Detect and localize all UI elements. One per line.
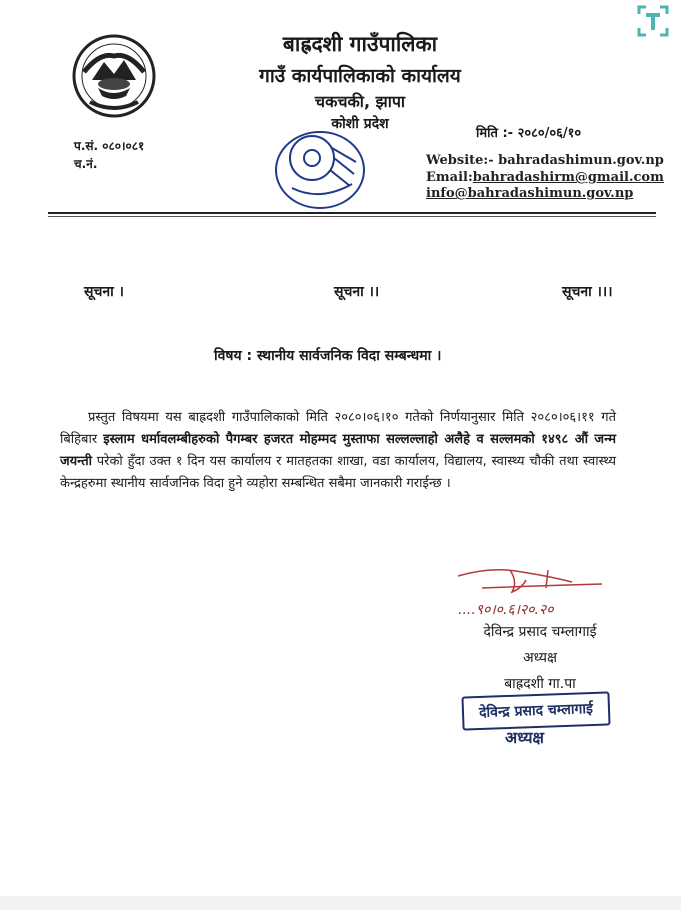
government-emblem-icon — [70, 32, 158, 120]
name-stamp: देविन्द्र प्रसाद चम्लागाई — [461, 691, 610, 730]
notice-heading-1: सूचना । — [84, 284, 124, 300]
notice-heading-3: सूचना ।।। — [562, 284, 613, 300]
notice-heading-2: सूचना ।। — [334, 284, 380, 300]
body-part-1: प्रस्तुत विषयमा यस बाह्रदशी गाउँपालिकाको मिति २०८०।०६।१० गतेको निर्णयानुसार मिति २०८०।०६।११ गते बिहिबार — [60, 410, 616, 447]
header-divider — [48, 212, 656, 214]
office-name: बाह्रदशी गाउँपालिका — [282, 32, 438, 56]
website-text[interactable]: Website:- bahradashimun.gov.np — [426, 153, 664, 168]
signatory-org: बाह्रदशी गा.पा — [504, 676, 576, 692]
email-line — [426, 170, 664, 185]
office-subtitle: गाउँ कार्यपालिकाको कार्यालय — [259, 65, 461, 87]
email-link-1[interactable]: bahradashirm@gmail.com — [472, 170, 664, 185]
reference-number: प.सं. ०८०।०८१ — [74, 139, 145, 153]
email-label: Email: — [426, 170, 473, 185]
subject-line: विषय : स्थानीय सार्वजनिक विदा सम्बन्धमा । — [214, 348, 442, 364]
office-seal-icon — [272, 128, 368, 212]
office-address: चकचकी, झापा — [314, 92, 406, 111]
title-stamp: अध्यक्ष — [505, 728, 544, 747]
dispatch-number: च.नं. — [74, 157, 98, 171]
notice-body — [60, 407, 616, 495]
signatory-name: देविन्द्र प्रसाद चम्लागाई — [483, 624, 597, 640]
letter-date: मिति :- २०८०/०६/१० — [476, 126, 582, 141]
email-link-2[interactable]: info@bahradashimun.gov.np — [426, 186, 634, 201]
page-bottom-bar — [0, 896, 681, 910]
signatory-title: अध्यक्ष — [522, 650, 558, 666]
header-divider-thin — [48, 216, 656, 217]
body-highlight: इस्लाम धर्मावलम्बीहरुको पैगम्बर हजरत मोहम्मद मुस्ताफा सल्लल्लाहो अलैहे व सल्लमको १४९८ औं जन्म जयन्ती — [60, 432, 616, 469]
app-logo-icon — [636, 4, 670, 38]
office-province: कोशी प्रदेश — [331, 116, 389, 132]
body-part-2: परेको हुँदा उक्त १ दिन यस कार्यालय र मातहतका शाखा, वडा कार्यालय, विद्यालय, स्वास्थ्य चौकी तथा स्वास्थ्य केन्द्रहरुमा स्थानीय सार्वजनिक विदा हुने व्यहोरा सम्बन्धित सबैमा जानकारी गराईन्छ । — [60, 454, 616, 491]
signature-date: ....९०।०.६।२०.२० — [458, 602, 554, 618]
